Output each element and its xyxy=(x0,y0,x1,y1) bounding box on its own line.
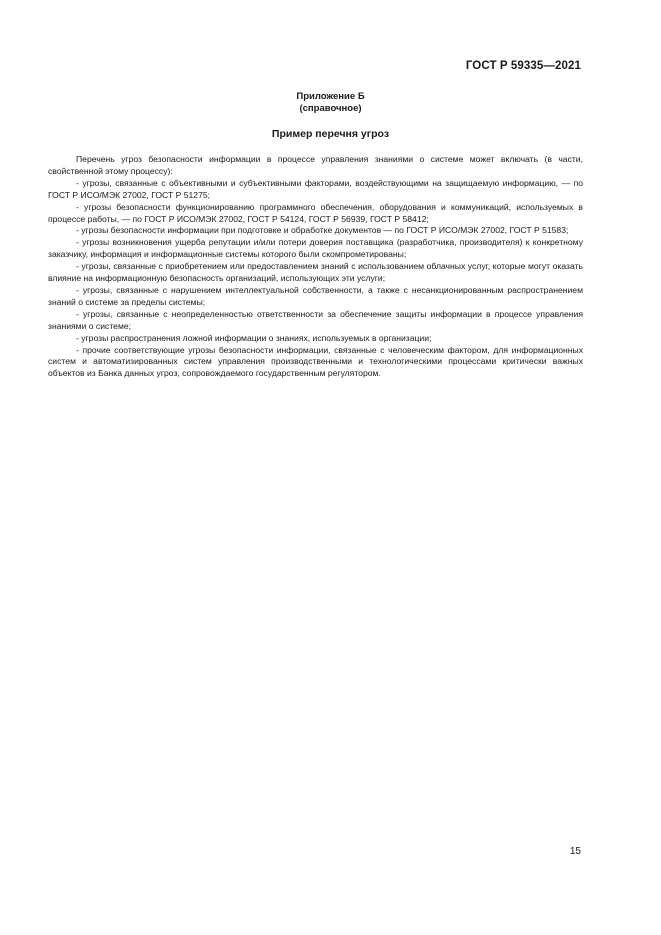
list-item: - угрозы, связанные с неопределенностью ответственности за обеспечение защиты информации в процессе управления знаниями о системе; xyxy=(48,308,583,331)
appendix-title-block xyxy=(0,91,661,114)
appendix-title: Приложение Б xyxy=(296,91,365,102)
section-heading: Пример перечня угроз xyxy=(271,128,390,140)
page-number: 15 xyxy=(569,846,581,857)
appendix-subtitle: (справочное) xyxy=(299,102,362,114)
list-item: - угрозы, связанные с приобретением или предоставлением знаний с использованием облачных услуг, которые могут оказать влияние на информационную безопасность организаций, использующих эти услуги; xyxy=(48,261,583,284)
list-item: - угрозы возникновения ущерба репутации и/или потери доверия поставщика (разработчика, производителя) к конкретному заказчику, информация и информационные системы которого были скомпрометированы; xyxy=(48,237,583,260)
list-item: - угрозы распространения ложной информации о знаниях, используемых в организации; xyxy=(76,332,432,343)
list-item: - угрозы безопасности информации при подготовке и обработке документов — по ГОСТ Р ИСО/МЭК 27002, ГОСТ Р 51583; xyxy=(76,225,569,236)
intro-paragraph: Перечень угроз безопасности информации в процессе управления знаниями о системе может включать (в части, свойственной этому процессу): xyxy=(48,154,583,176)
body-text xyxy=(48,154,583,380)
document-standard-id: ГОСТ Р 59335—2021 xyxy=(465,60,581,72)
list-item: - угрозы безопасности функционированию программного обеспечения, оборудования и коммуникаций, используемых в процессе работы, — по ГОСТ Р ИСО/МЭК 27002, ГОСТ Р 54124, ГОСТ Р 56939, ГОСТ Р 58412; xyxy=(48,201,583,224)
list-item: - угрозы, связанные с объективными и субъективными факторами, воздействующими на защищаемую информацию, — по ГОСТ Р ИСО/МЭК 27002, ГОСТ Р 51275; xyxy=(48,177,583,200)
list-item: - прочие соответствующие угрозы безопасности информации, связанные с человеческим фактором, для информационных систем и автоматизированных систем управления производственными и технологическими процессами критически важных объектов из Банка данных угроз, сопровождаемого государственным регулятором. xyxy=(48,344,583,379)
list-item: - угрозы, связанные с нарушением интеллектуальной собственности, а также с несанкционированным распространением знаний о системе за пределы системы; xyxy=(48,284,583,307)
